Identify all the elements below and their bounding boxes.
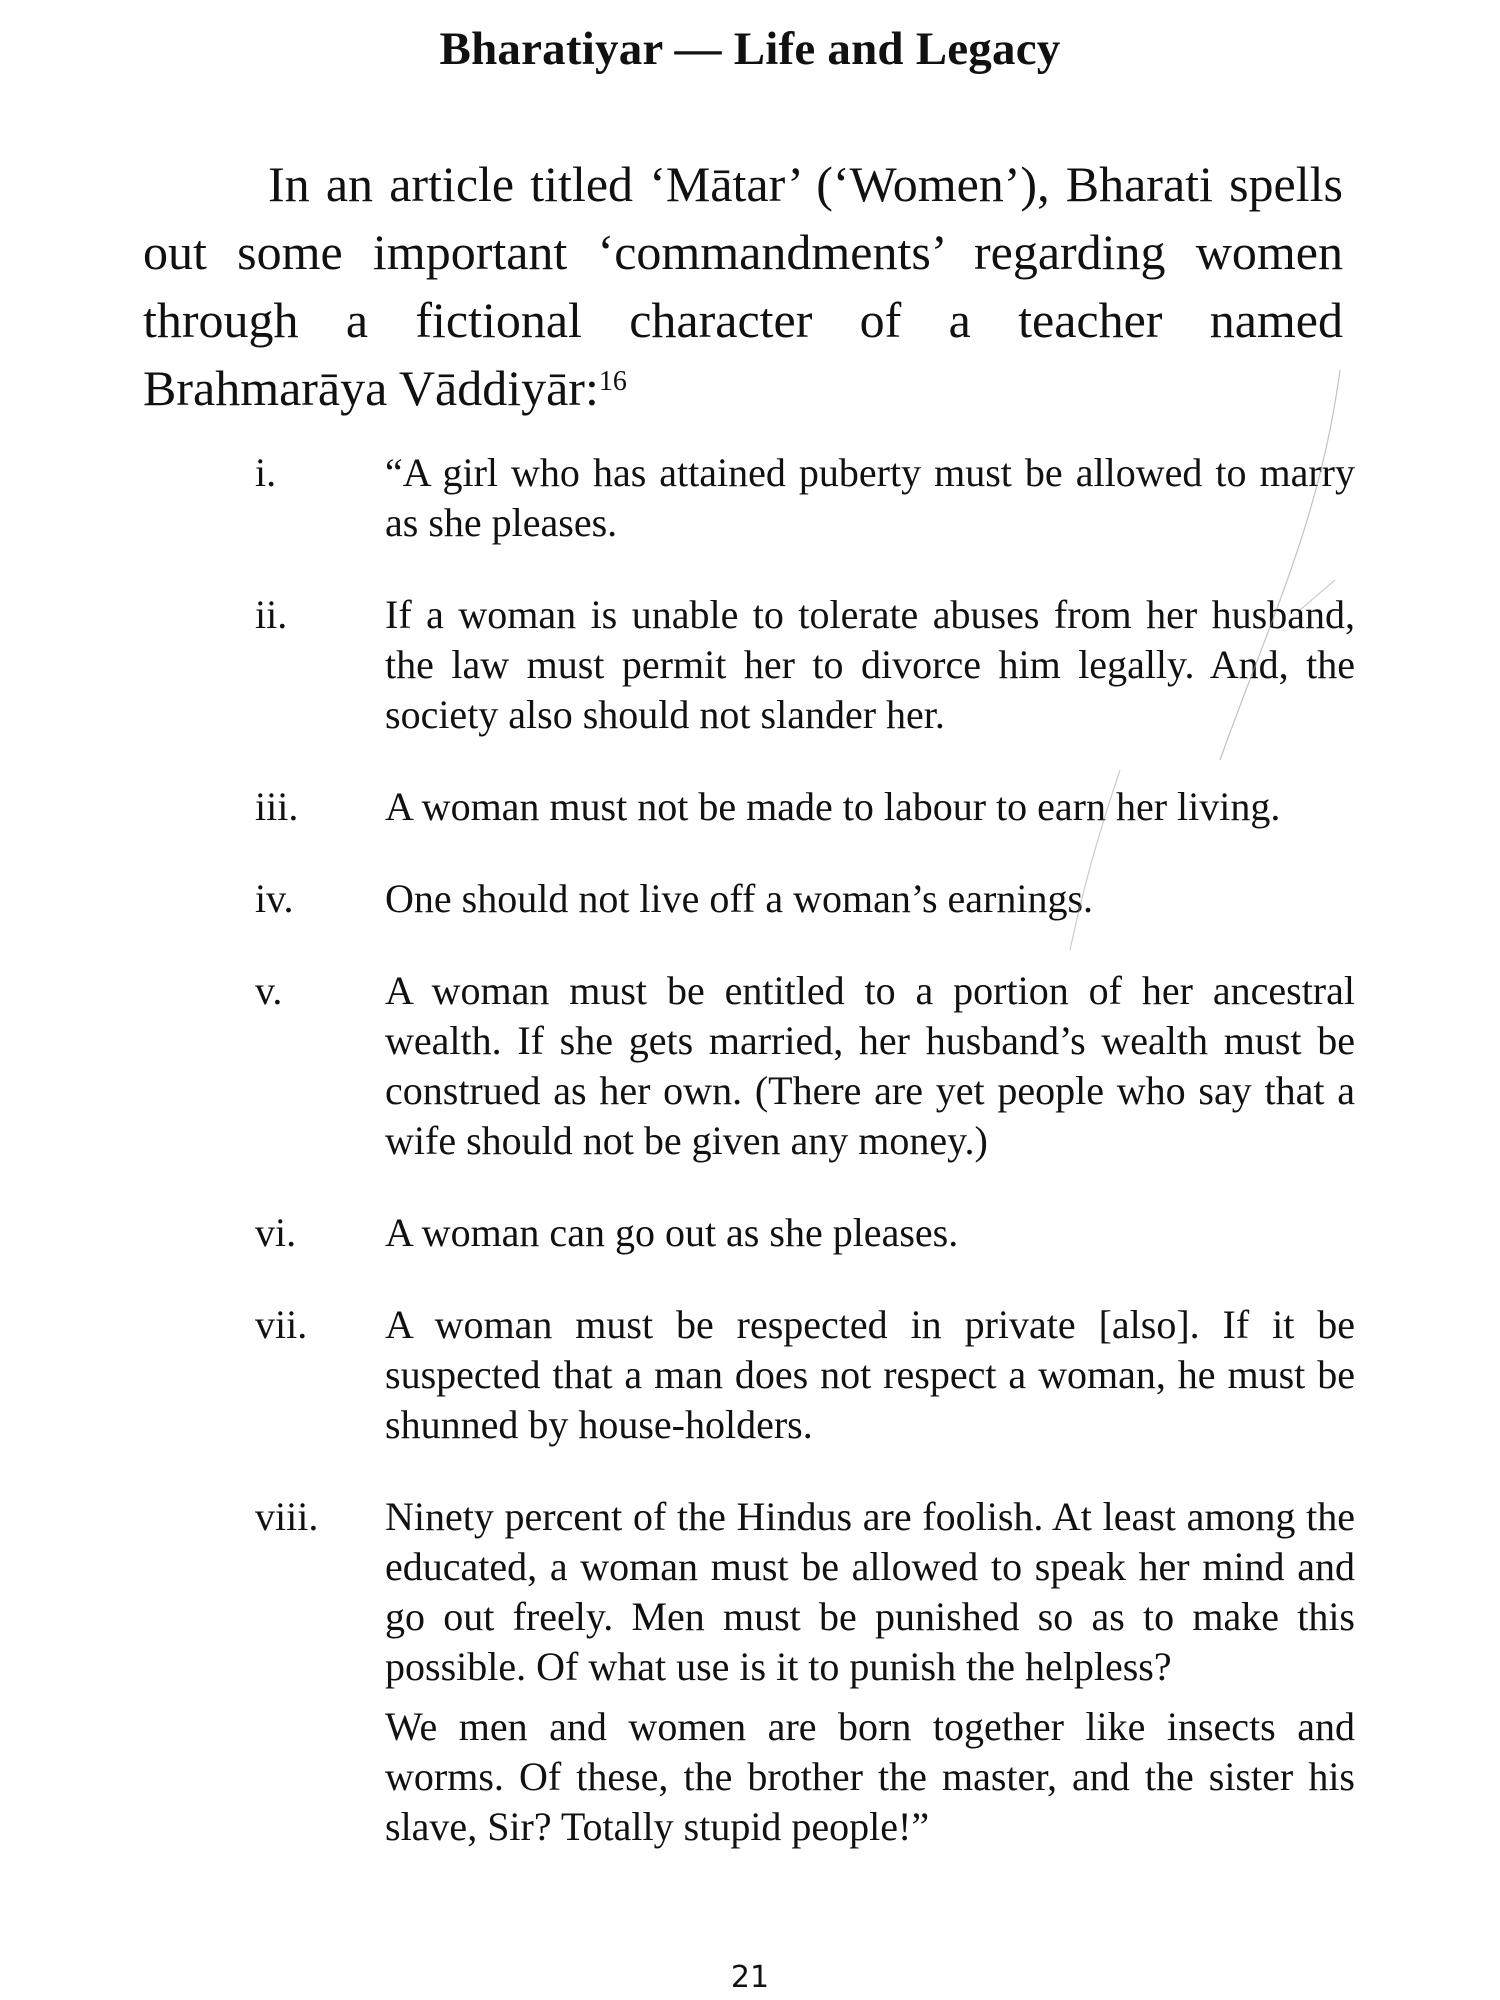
list-item [255, 590, 1355, 750]
item-text: “A girl who has attained puberty must be allowed to marry as she pleases. [385, 450, 1355, 545]
item-number: viii. [255, 1494, 319, 1539]
item-text: A woman must not be made to labour to earn her living. [385, 784, 1281, 829]
intro-text: In an article titled ‘Mātar’ (‘Women’), Bharati spells out some important ‘commandments’ regarding women through a fictional character of a teacher named Brahmarāya Vāddiyār: [143, 156, 1343, 416]
item-number: vi. [255, 1210, 297, 1255]
commandments-list [255, 448, 1355, 1894]
page-number: 21 [730, 1960, 770, 1995]
list-item [255, 1492, 1355, 1862]
item-number: vii. [255, 1302, 308, 1347]
item-text: One should not live off a woman’s earnings. [385, 876, 1094, 921]
running-header: Bharatiyar — Life and Legacy [439, 23, 1061, 75]
list-item [255, 782, 1355, 842]
list-item [255, 874, 1355, 934]
list-item [255, 966, 1355, 1176]
list-item [255, 1300, 1355, 1460]
item-number: v. [255, 968, 283, 1013]
item-text: A woman must be respected in private [also]. If it be suspected that a man does not respect a woman, he must be shunned by house-holders. [385, 1302, 1355, 1447]
item-number: i. [255, 450, 277, 495]
list-item [255, 1208, 1355, 1268]
item-continuation: We men and women are born together like insects and worms. Of these, the brother the master, and the sister his slave, Sir? Totally stupid people!” [385, 1704, 1355, 1849]
intro-paragraph [143, 150, 1343, 422]
item-text: If a woman is unable to tolerate abuses from her husband, the law must permit her to divorce him legally. And, the society also should not slander her. [385, 592, 1355, 737]
item-text: A woman must be entitled to a portion of her ancestral wealth. If she gets married, her husband’s wealth must be construed as her own. (There are yet people who say that a wife should not be given any money.) [385, 968, 1355, 1163]
item-number: iii. [255, 784, 299, 829]
footnote-reference: 16 [598, 366, 627, 397]
item-text: Ninety percent of the Hindus are foolish. At least among the educated, a woman must be allowed to speak her mind and go out freely. Men must be punished so as to make this possible. Of what use is it to punish the helpless? We men and women are born together like insects and worms. Of these, the brother the master, and the sister his slave, Sir? Totally stupid people!” [385, 1492, 1355, 1862]
list-item [255, 448, 1355, 558]
item-number: iv. [255, 876, 294, 921]
item-number: ii. [255, 592, 288, 637]
item-text: A woman can go out as she pleases. [385, 1210, 959, 1255]
